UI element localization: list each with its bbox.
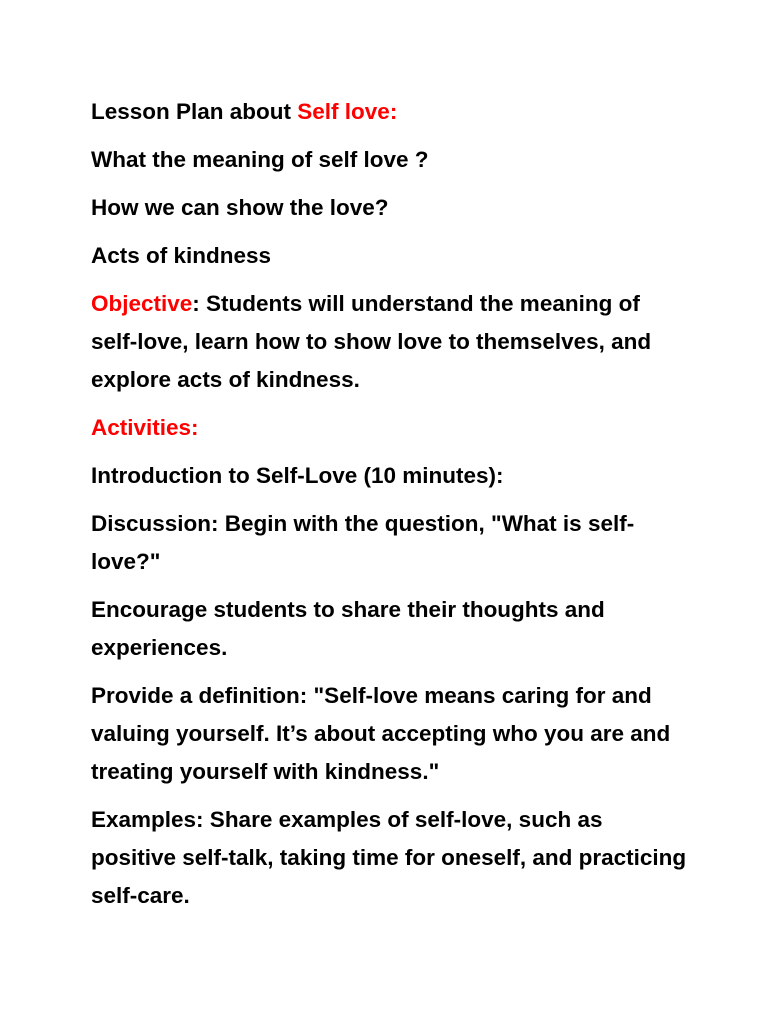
objective-text: : Students will understand the meaning of self-love, learn how to show love to themselves, and explore acts of kindness.	[91, 291, 652, 392]
discussion-item: Discussion: Begin with the question, "What is self-love?"	[91, 511, 635, 574]
objective-label: Objective	[91, 291, 193, 316]
examples-item: Examples: Share examples of self-love, such as positive self-talk, taking time for oneself, and practicing self-care.	[91, 807, 687, 908]
introduction-item: Introduction to Self-Love (10 minutes):	[91, 463, 504, 488]
acts-of-kindness-heading: Acts of kindness	[91, 243, 272, 268]
activities-heading: Activities:	[91, 415, 199, 440]
encourage-item: Encourage students to share their thoughts and experiences.	[91, 597, 605, 660]
objective-paragraph	[91, 285, 691, 399]
question-meaning: What the meaning of self love ?	[91, 147, 429, 172]
lesson-title-prefix: Lesson Plan about	[91, 99, 298, 124]
lesson-title	[91, 93, 691, 131]
lesson-plan-body	[91, 93, 691, 925]
lesson-title-topic: Self love:	[297, 99, 398, 124]
question-show-love: How we can show the love?	[91, 195, 389, 220]
definition-item: Provide a definition: "Self-love means caring for and valuing yourself. It’s about accepting who you are and treating yourself with kindness."	[91, 683, 671, 784]
